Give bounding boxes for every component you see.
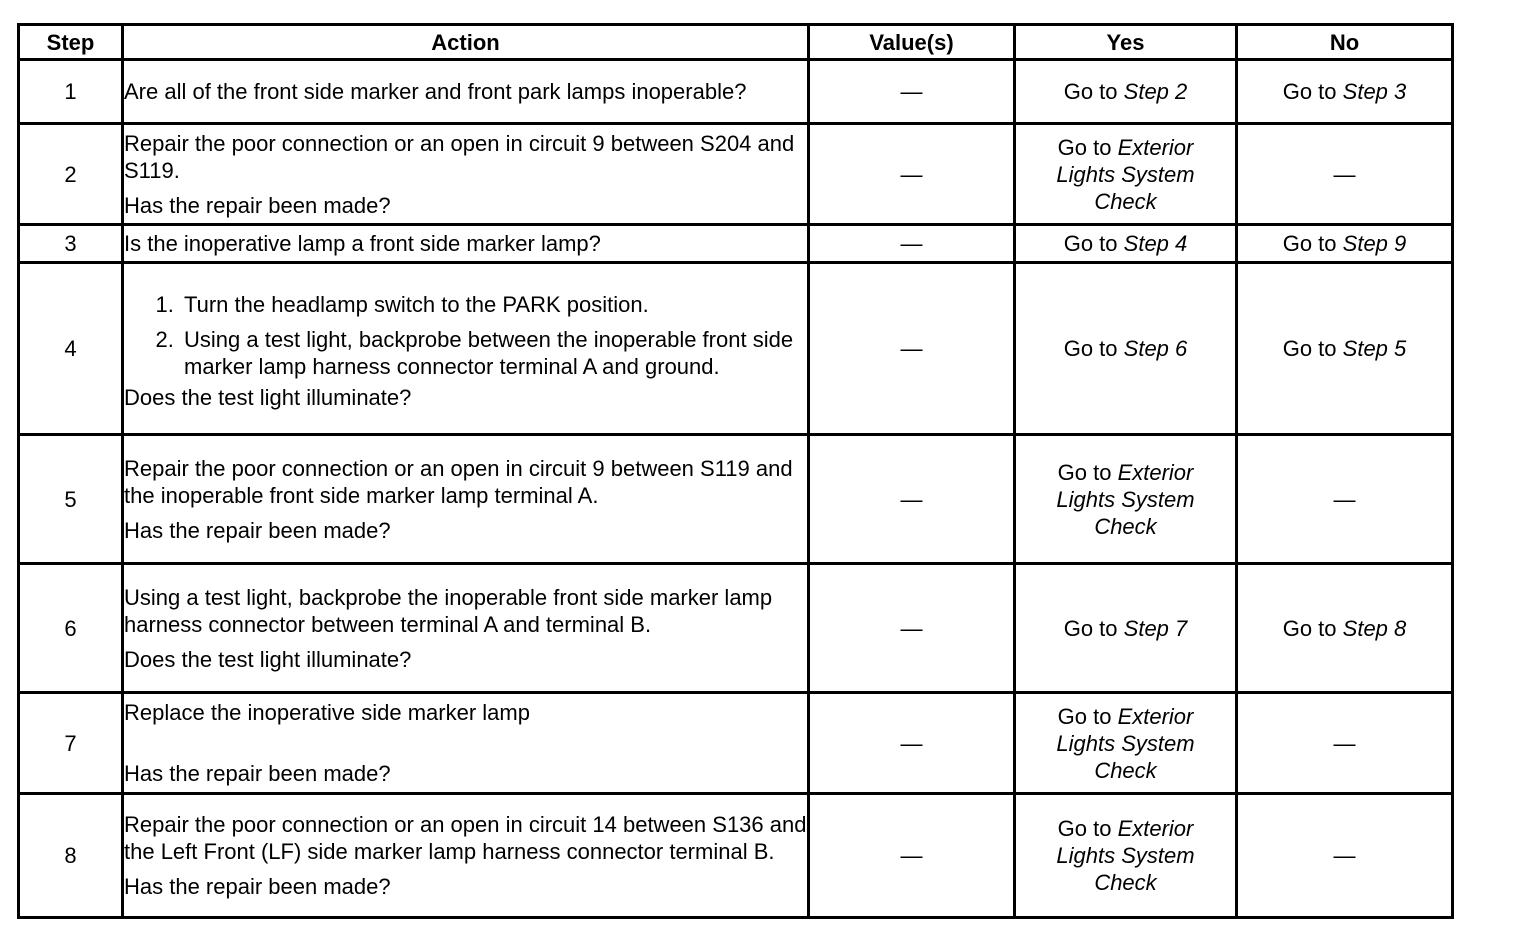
- goto-target-link[interactable]: Step 7: [1123, 615, 1188, 641]
- yes-cell: [1015, 435, 1237, 564]
- step-number: 6: [19, 564, 123, 693]
- goto-target-link[interactable]: Step 4: [1123, 231, 1188, 256]
- step-number: 7: [19, 693, 123, 794]
- yes-cell: [1015, 60, 1237, 124]
- goto-prefix: Go to: [1057, 816, 1112, 841]
- value-cell: —: [809, 60, 1015, 124]
- action-text: Using a test light, backprobe the inoperable front side marker lamp harness connector between terminal A and terminal B.: [124, 584, 773, 637]
- table-row: [19, 435, 1453, 564]
- goto-prefix: Go to: [1282, 336, 1337, 361]
- yes-cell: [1015, 124, 1237, 225]
- value-cell: —: [809, 225, 1015, 263]
- goto-target-link[interactable]: Step 5: [1342, 336, 1407, 361]
- goto-prefix: Go to: [1057, 703, 1112, 729]
- yes-cell: [1015, 693, 1237, 794]
- action-text: Repair the poor connection or an open in circuit 14 between S136 and the Left Front (LF) side marker lamp harness connector terminal B.: [124, 812, 807, 864]
- goto-target-link[interactable]: Step 2: [1123, 79, 1188, 104]
- goto-target-link[interactable]: Exterior Lights System Check: [1056, 703, 1195, 783]
- step-number: 3: [19, 225, 123, 263]
- action-cell: [123, 564, 809, 693]
- action-question: Has the repair been made?: [124, 517, 391, 543]
- action-cell: [123, 435, 809, 564]
- value-cell: —: [809, 263, 1015, 435]
- yes-cell: [1015, 225, 1237, 263]
- header-action: Action: [123, 25, 809, 60]
- substep-item: 2. Using a test light, backprobe between the inoperable front side marker lamp harness connector terminal A and ground.: [180, 326, 807, 380]
- step-number: 5: [19, 435, 123, 564]
- table-row: [19, 794, 1453, 918]
- no-cell: —: [1237, 693, 1453, 794]
- goto-prefix: Go to: [1063, 231, 1118, 256]
- goto-prefix: Go to: [1063, 79, 1118, 104]
- step-number: 1: [19, 60, 123, 124]
- goto-prefix: Go to: [1282, 615, 1337, 641]
- no-cell: [1237, 60, 1453, 124]
- no-cell: —: [1237, 124, 1453, 225]
- step-number: 4: [19, 263, 123, 435]
- action-text: Repair the poor connection or an open in circuit 9 between S119 and the inoperable front side marker lamp terminal A.: [124, 455, 793, 508]
- header-values: Value(s): [809, 25, 1015, 60]
- action-question: Has the repair been made?: [124, 761, 391, 786]
- yes-cell: [1015, 263, 1237, 435]
- table-row: [19, 225, 1453, 263]
- table-row: [19, 263, 1453, 435]
- header-yes: Yes: [1015, 25, 1237, 60]
- no-cell: [1237, 564, 1453, 693]
- action-question: Has the repair been made?: [124, 874, 391, 899]
- substep-list: [124, 287, 807, 380]
- action-cell: [123, 124, 809, 225]
- yes-cell: [1015, 794, 1237, 918]
- action-cell: [123, 225, 809, 263]
- action-text: Repair the poor connection or an open in circuit 9 between S204 and S119.: [124, 130, 795, 183]
- action-cell: [123, 794, 809, 918]
- table-header-row: [19, 25, 1453, 60]
- goto-target-link[interactable]: Exterior Lights System Check: [1056, 134, 1195, 214]
- diagnostic-table: [17, 23, 1454, 919]
- goto-prefix: Go to: [1063, 615, 1118, 641]
- goto-prefix: Go to: [1282, 231, 1337, 256]
- goto-target-link[interactable]: Step 3: [1342, 79, 1407, 104]
- no-cell: [1237, 263, 1453, 435]
- goto-target-link[interactable]: Step 6: [1123, 336, 1188, 361]
- goto-target-link[interactable]: Exterior Lights System Check: [1056, 816, 1195, 895]
- action-question: Does the test light illuminate?: [124, 384, 412, 410]
- value-cell: —: [809, 124, 1015, 225]
- value-cell: —: [809, 794, 1015, 918]
- header-no: No: [1237, 25, 1453, 60]
- action-cell: [123, 263, 809, 435]
- goto-prefix: Go to: [1057, 134, 1112, 160]
- step-number: 8: [19, 794, 123, 918]
- action-question: Has the repair been made?: [124, 192, 391, 218]
- value-cell: —: [809, 693, 1015, 794]
- action-cell: [123, 693, 809, 794]
- diagnostic-document: [17, 23, 1454, 919]
- action-question: Does the test light illuminate?: [124, 646, 412, 672]
- goto-prefix: Go to: [1282, 79, 1337, 104]
- step-number: 2: [19, 124, 123, 225]
- no-cell: —: [1237, 435, 1453, 564]
- table-row: [19, 693, 1453, 794]
- substep-item: 1. Turn the headlamp switch to the PARK position.: [180, 291, 807, 318]
- action-text: Are all of the front side marker and front park lamps inoperable?: [124, 79, 747, 104]
- yes-cell: [1015, 564, 1237, 693]
- goto-prefix: Go to: [1057, 459, 1112, 485]
- action-text: Replace the inoperative side marker lamp: [124, 700, 530, 725]
- value-cell: —: [809, 435, 1015, 564]
- table-row: [19, 60, 1453, 124]
- table-row: [19, 124, 1453, 225]
- goto-target-link[interactable]: Step 9: [1342, 231, 1407, 256]
- action-text: Is the inoperative lamp a front side marker lamp?: [124, 231, 601, 256]
- goto-target-link[interactable]: Step 8: [1342, 615, 1407, 641]
- goto-prefix: Go to: [1063, 336, 1118, 361]
- table-row: [19, 564, 1453, 693]
- goto-target-link[interactable]: Exterior Lights System Check: [1056, 459, 1195, 539]
- value-cell: —: [809, 564, 1015, 693]
- no-cell: —: [1237, 794, 1453, 918]
- no-cell: [1237, 225, 1453, 263]
- action-cell: [123, 60, 809, 124]
- header-step: Step: [19, 25, 123, 60]
